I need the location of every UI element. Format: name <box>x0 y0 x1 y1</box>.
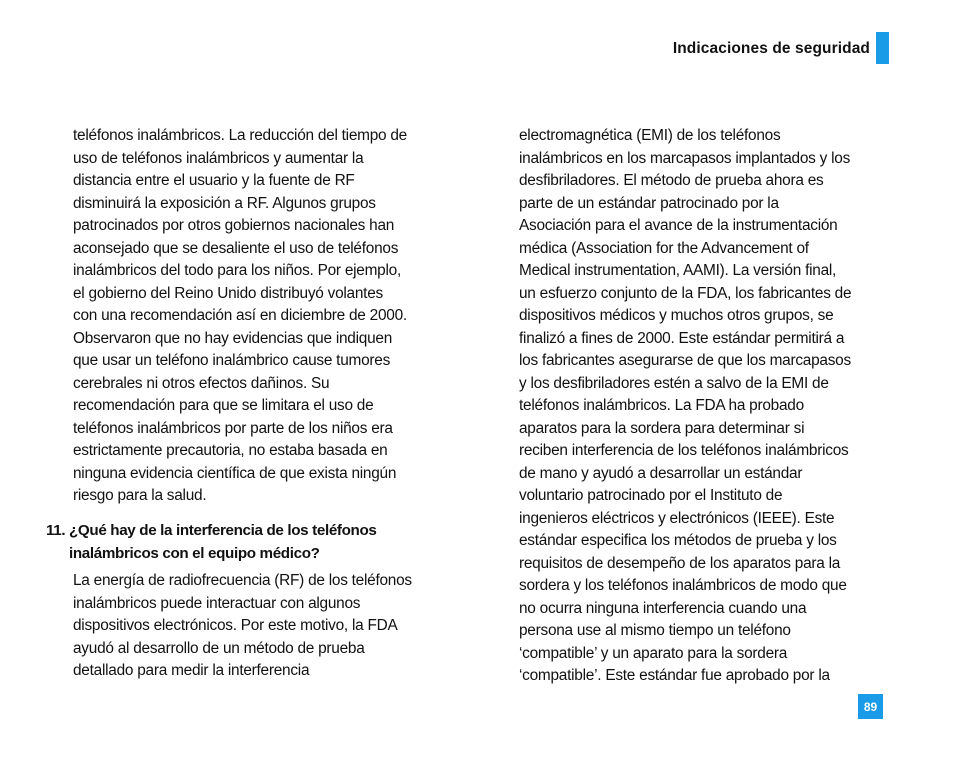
question-line-1: ¿Qué hay de la interferencia de los teléfonos <box>69 522 377 539</box>
text-line: electromagnética (EMI) de los teléfonos <box>519 127 781 144</box>
text-line: cerebrales ni otros efectos dañinos. Su <box>73 374 330 392</box>
text-line: ‘compatible’ y un aparato para la sordera <box>519 644 788 662</box>
text-line: de mano y ayudó a desarrollar un estándar <box>519 464 803 482</box>
text-line: persona use al mismo tiempo un teléfono <box>519 622 791 639</box>
text-line: médica (Association for the Advancement of <box>519 239 809 257</box>
text-line: y los desfibriladores estén a salvo de la EMI de <box>519 374 829 392</box>
text-line: inalámbricos del todo para los niños. Por ejemplo, <box>73 262 401 279</box>
right-column-text <box>519 125 899 688</box>
text-line: que usar un teléfono inalámbrico cause tumores <box>73 352 391 369</box>
text-line: desfibriladores. El método de prueba ahora es <box>519 172 824 189</box>
text-line: inalámbricos en los marcapasos implantados y los <box>519 149 851 167</box>
text-line: Medical instrumentation, AAMI). La versión final, <box>519 262 837 279</box>
text-line: teléfonos inalámbricos por parte de los niños era <box>73 419 393 437</box>
text-line: estrictamente precautoria, no estaba basada en <box>73 442 388 459</box>
text-line: finalizó a fines de 2000. Este estándar permitirá a <box>519 329 845 347</box>
text-line: detallado para medir la interferencia <box>73 662 310 679</box>
text-line: aconsejado que se desaliente el uso de teléfonos <box>73 239 399 257</box>
text-line: no ocurra ninguna interferencia cuando una <box>519 599 807 617</box>
text-line: ninguna evidencia científica de que exista ningún <box>73 464 397 482</box>
text-line: el gobierno del Reino Unido distribuyó volantes <box>73 284 383 302</box>
text-line: ayudó al desarrollo de un método de prueba <box>73 639 365 657</box>
text-line: La energía de radiofrecuencia (RF) de los teléfonos <box>73 572 412 589</box>
text-line: riesgo para la salud. <box>73 487 207 504</box>
text-line: parte de un estándar patrocinado por la <box>519 194 779 212</box>
text-line: teléfonos inalámbricos. La FDA ha probado <box>519 397 804 414</box>
left-column-text <box>73 125 453 508</box>
text-line: Observaron que no hay evidencias que indiquen <box>73 329 393 347</box>
text-line: dispositivos médicos y muchos otros grupos, se <box>519 307 834 324</box>
question-number: 11. <box>46 522 66 539</box>
text-line: aparatos para la sordera para determinar si <box>519 419 805 437</box>
text-line: disminuirá la exposición a RF. Algunos grupos <box>73 194 376 212</box>
header-accent-bar <box>876 32 889 64</box>
page-number-badge: 89 <box>858 694 883 719</box>
text-line: inalámbricos puede interactuar con algunos <box>73 594 361 612</box>
text-line: patrocinados por otros gobiernos nacionales han <box>73 217 395 234</box>
question-line-2: inalámbricos con el equipo médico? <box>69 544 320 562</box>
text-line: teléfonos inalámbricos. La reducción del tiempo de <box>73 127 407 144</box>
text-line: recomendación para que se limitara el uso de <box>73 397 374 414</box>
text-line: con una recomendación así en diciembre de 2000. <box>73 307 407 324</box>
text-line: ingenieros eléctricos y electrónicos (IEEE). Este <box>519 509 835 527</box>
text-line: un esfuerzo conjunto de la FDA, los fabricantes de <box>519 284 852 302</box>
text-line: los fabricantes asegurarse de que los marcapasos <box>519 352 851 369</box>
text-line: reciben interferencia de los teléfonos inalámbricos <box>519 442 849 459</box>
text-line: distancia entre el usuario y la fuente de RF <box>73 172 355 189</box>
question-heading <box>46 520 377 565</box>
text-line: voluntario patrocinado por el Instituto de <box>519 487 783 504</box>
text-line: sordera y los teléfonos inalámbricos de modo que <box>519 577 847 594</box>
text-line: dispositivos electrónicos. Por este motivo, la FDA <box>73 617 398 634</box>
section-title: Indicaciones de seguridad <box>672 40 870 57</box>
text-line: Asociación para el avance de la instrumentación <box>519 217 838 234</box>
text-line: estándar especifica los métodos de prueba y los <box>519 532 837 549</box>
text-line: uso de teléfonos inalámbricos y aumentar la <box>73 149 364 167</box>
answer-text <box>73 570 412 683</box>
text-line: ‘compatible’. Este estándar fue aprobado por la <box>519 667 830 684</box>
text-line: requisitos de desempeño de los aparatos para la <box>519 554 841 572</box>
